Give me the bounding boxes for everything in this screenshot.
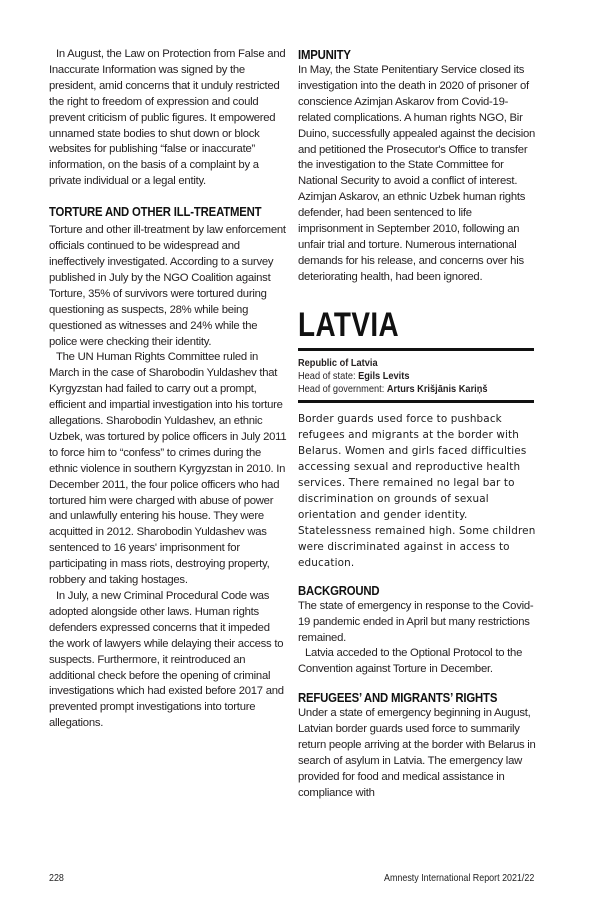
torture-paragraph-3: In July, a new Criminal Procedural Code was adopted alongside other laws. Human rights defenders expressed concerns that it impeded the work of lawyers while delaying their access to suspects. Furthermore, it reintroduced an additional check before the opening of criminal investigations which had existed before 2017 and prevented prompt investigations into torture allegations. <box>49 590 284 730</box>
publication-title: Amnesty International Report 2021/22 <box>384 872 535 884</box>
intro-paragraph: In August, the Law on Protection from False and Inaccurate Information was signed by the president, amid concerns that it unduly restricted the right to freedom of expression and could prevent criticism of public figures. It empowered unnamed state bodies to shut down or block websites for publishing “false or inaccurate” information, on the basis of a complaint by a private individual or a legal entity. <box>49 48 286 188</box>
torture-paragraph-2: The UN Human Rights Committee ruled in March in the case of Sharobodin Yuldashev that Kyrgyzstan had failed to carry out a prompt, efficient and impartial investigation into his torture allegations. Sharobodin Yuldashev, an ethnic Uzbek, was tortured by police officers in July 2011 to force him to “confess” to crimes during the ethnic violence in southern Kyrgyzstan in 2010. In December 2011, the four police officers who had tortured him were charged with abuse of power and unlawfully entering his house. They were acquitted in 2012. Sharobodin Yuldashev was sentenced to 16 years' imprisonment for participating in mass riots, destroying property, robbery and taking hostages. <box>49 351 287 587</box>
page-number: 228 <box>49 872 64 884</box>
background-paragraph-1: The state of emergency in response to the Covid-19 pandemic ended in April but many restrictions remained. <box>298 599 534 644</box>
refugees-paragraph: Under a state of emergency beginning in August, Latvian border guards used force to summarily return people arriving at the border with Belarus in search of asylum in Latvia. The emergency law provided for food and medical assistance in compliance with <box>298 707 536 799</box>
head-of-government: Head of government: Arturs Krišjānis Kariņš <box>298 382 488 395</box>
right-column <box>298 47 536 802</box>
left-column <box>49 47 287 732</box>
section-heading-background: BACKGROUND <box>298 582 380 598</box>
country-title: LATVIA <box>298 305 400 344</box>
section-heading-refugees: REFUGEES’ AND MIGRANTS’ RIGHTS <box>298 690 498 706</box>
head-of-state: Head of state: Egils Levits <box>298 369 410 382</box>
section-heading-torture: TORTURE AND OTHER ILL-TREATMENT <box>49 204 262 220</box>
torture-paragraph-1: Torture and other ill-treatment by law enforcement officials continued to be widespread and ineffectively investigated. According to a survey published in July by the NGO Coalition against Torture, 35% of survivors were tortured during questioning as suspects, 28% while being questioned as witnesses and 24% while the police were checking their identity. <box>49 224 286 348</box>
background-paragraph-2: Latvia acceded to the Optional Protocol to the Convention against Torture in December. <box>298 647 523 676</box>
impunity-paragraph: In May, the State Penitentiary Service closed its investigation into the death in 2020 of prisoner of conscience Azimjan Askarov from Covid-19-related complications. A human rights NGO, Bir Duino, successfully appealed against the decision and petitioned the Prosecutor's Office to transfer the investigation to the State Committee for National Security to avoid a conflict of interest. Azimjan Askarov, an ethnic Uzbek human rights defender, had been sentenced to life imprisonment in September 2010, following an unfair trial and torture. Numerous international demands for his release, and concerns over his deteriorating health, had been ignored. <box>298 64 536 283</box>
official-name: Republic of Latvia <box>298 356 378 369</box>
country-summary: Border guards used force to pushback refugees and migrants at the border with Belarus. Women and girls faced difficulties accessing sexual and reproductive health services. There remained no legal bar to discrimination on grounds of sexual orientation and gender identity. Statelessness remained high. Some children were discriminated against in access to education. <box>298 412 536 569</box>
section-heading-impunity: IMPUNITY <box>298 47 351 62</box>
